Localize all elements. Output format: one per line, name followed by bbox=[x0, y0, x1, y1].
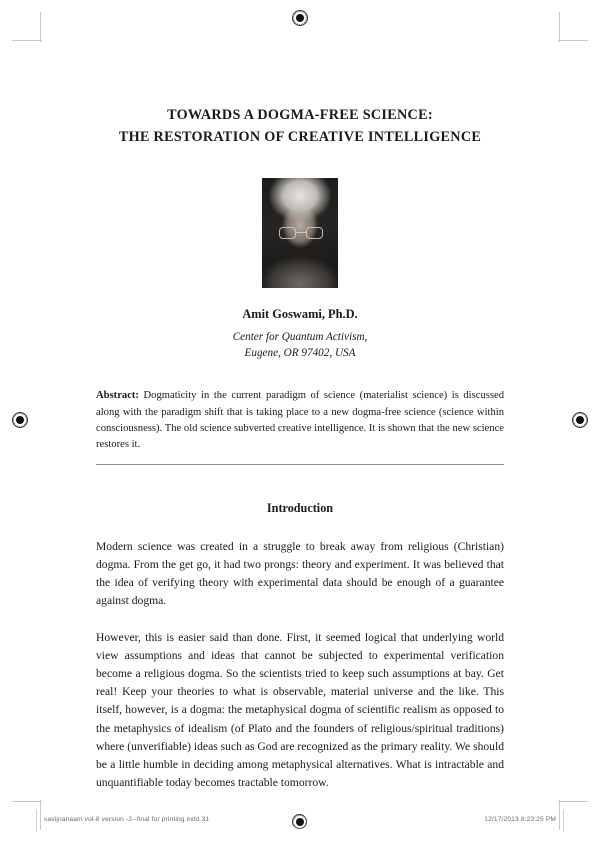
registration-target-icon-left bbox=[12, 412, 28, 428]
body-paragraph-2: However, this is easier said than done. First, it seemed logical that underlying world view assumptions and ideas that cannot be subjected to experimental verification become a religious dogma. So the scientists tried to keep such assumptions at bay. Get real! Keep your theories to what is observable, material universe and the like. This itself, however, is a dogma: the metaphysical dogma of scientific realism as opposed to the metaphysics of idealism (of Plato and the founders of religious/spiritual traditions) where (unverifiable) ideas such as God are recognized as the primary reality. We should be a little humble in deciding among metaphysical alternatives. What is intractable and unquantifiable today becomes tractable tomorrow. bbox=[96, 630, 504, 790]
page-title-line-2: THE RESTORATION OF CREATIVE INTELLIGENCE bbox=[118, 129, 482, 145]
footer-timestamp: 12/17/2013 8:23:25 PM bbox=[484, 816, 556, 823]
crop-mark-top-left-horizontal bbox=[12, 40, 42, 41]
registration-target-glyph bbox=[292, 814, 307, 829]
eyeglass-bridge bbox=[296, 232, 306, 233]
author-name: Amit Goswami, Ph.D. bbox=[242, 307, 358, 321]
affiliation-line-1: Center for Quantum Activism, bbox=[232, 331, 368, 343]
body-paragraph-1: Modern science was created in a struggle to break away from religious (Christian) dogma. From the get go, it had two prongs: theory and experiment. It was believed that the idea of verifying theory with experimental data should be enough of a guarantee against dogma. bbox=[96, 539, 504, 608]
eyeglass-lens-right bbox=[306, 227, 323, 239]
abstract-block bbox=[96, 388, 504, 452]
eyeglasses-detail bbox=[279, 227, 323, 239]
crop-mark-bottom-right-horizontal bbox=[558, 801, 588, 802]
author-affiliation bbox=[96, 329, 504, 361]
abstract-label: Abstract: bbox=[96, 390, 139, 402]
footer-divider-left bbox=[36, 810, 37, 832]
crop-mark-top-left-vertical bbox=[40, 12, 41, 42]
document-page bbox=[96, 0, 504, 842]
registration-target-icon-bottom bbox=[292, 814, 307, 829]
page-title-line-1: TOWARDS A DOGMA-FREE SCIENCE: bbox=[167, 107, 433, 123]
abstract-text: Dogmaticity in the current paradigm of science (materialist science) is discussed along with the paradigm shift that is taking place to a new dogma-free science (science within consciousness). The old science subverted creative intelligence. It is shown that the new science restores it. bbox=[96, 390, 504, 450]
section-heading-introduction: Introduction bbox=[266, 500, 334, 515]
page-footer bbox=[0, 806, 600, 836]
affiliation-line-2: Eugene, OR 97402, USA bbox=[244, 347, 356, 360]
eyeglass-lens-left bbox=[279, 227, 296, 239]
author-portrait-container bbox=[96, 178, 504, 293]
crop-mark-bottom-left-horizontal bbox=[12, 801, 42, 802]
abstract-divider bbox=[96, 464, 504, 465]
page-title bbox=[96, 0, 504, 148]
footer-file-info: savijnanaam vol-8 version -2--final for printing.indd 31 bbox=[44, 816, 210, 823]
crop-mark-top-right-horizontal bbox=[558, 40, 588, 41]
crop-mark-top-right-vertical bbox=[559, 12, 560, 42]
footer-divider-right bbox=[563, 810, 564, 832]
registration-target-icon-right bbox=[572, 412, 588, 428]
author-photo bbox=[262, 178, 338, 288]
